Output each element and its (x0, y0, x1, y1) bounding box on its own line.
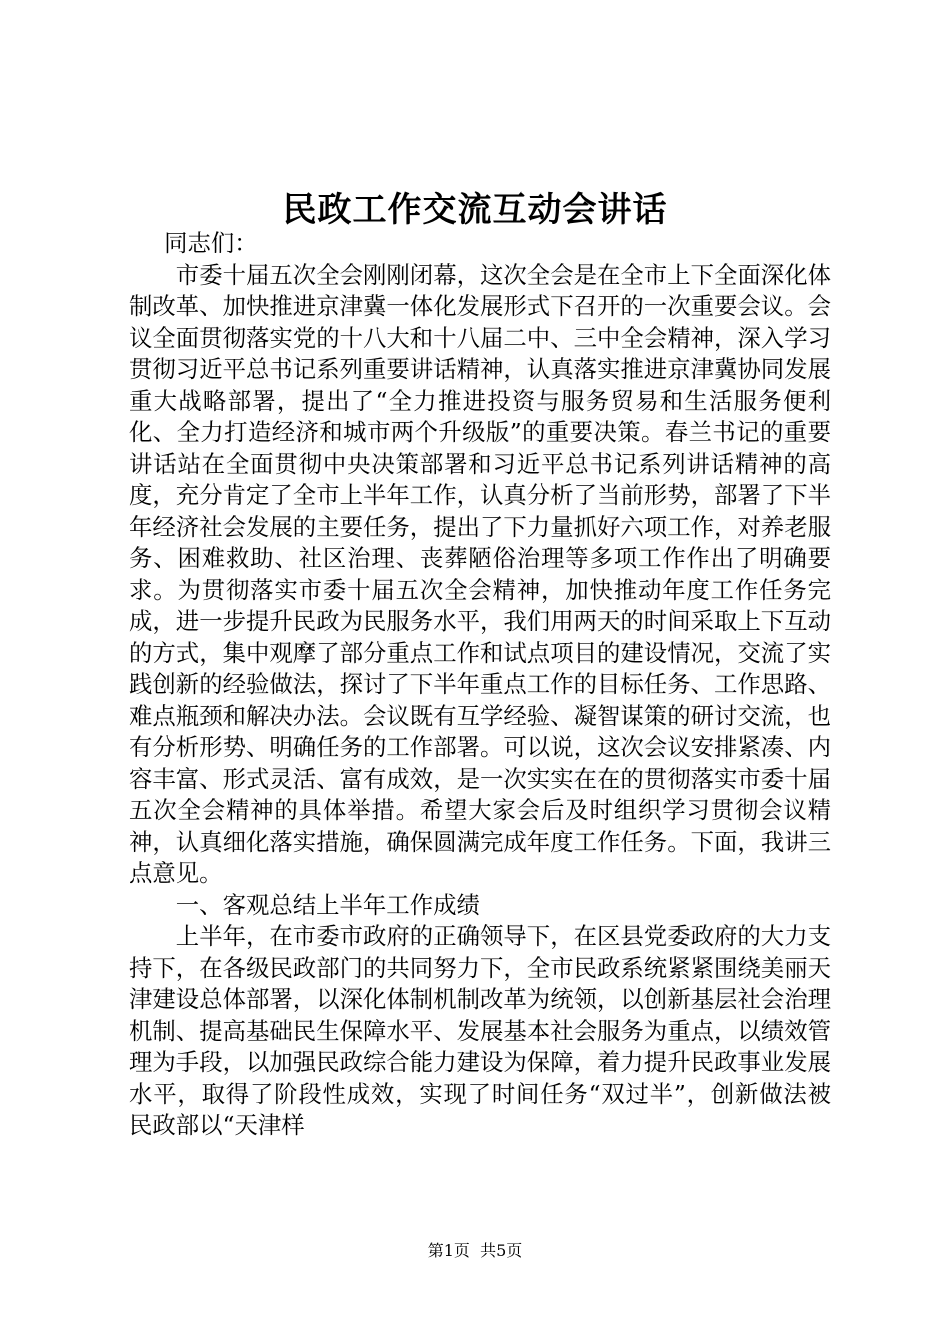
paragraph-section-1: 上半年，在市委市政府的正确领导下，在区县党委政府的大力支持下，在各级民政部门的共同努力下，全市民政系统紧紧围绕美丽天津建设总体部署，以深化体制机制改革为统领，以创新基层社会治理机制、提高基础民生保障水平、发展基本社会服务为重点，以绩效管理为手段，以加强民政综合能力建设为保障，着力提升民政事业发展水平，取得了阶段性成效，实现了时间任务“双过半”，创新做法被民政部以“天津样 (129, 922, 831, 1139)
document-title: 民政工作交流互动会讲话 (282, 190, 668, 230)
paragraph-intro: 市委十届五次全会刚刚闭幕，这次全会是在全市上下全面深化体制改革、加快推进京津冀一体化发展形式下召开的一次重要会议。会议全面贯彻落实党的十八大和十八届二中、三中全会精神，深入学习贯彻习近平总书记系列重要讲话精神，认真落实推进京津冀协同发展重大战略部署，提出了“全力推进投资与服务贸易和生活服务便利化、全力打造经济和城市两个升级版”的重要决策。春兰书记的重要讲话站在全面贯彻中央决策部署和习近平总书记系列讲话精神的高度，充分肯定了全市上半年工作，认真分析了当前形势，部署了下半年经济社会发展的主要任务，提出了下力量抓好六项工作，对养老服务、困难救助、社区治理、丧葬陋俗治理等多项工作作出了明确要求。为贯彻落实市委十届五次全会精神，加快推动年度工作任务完成，进一步提升民政为民服务水平，我们用两天的时间采取上下互动的方式，集中观摩了部分重点工作和试点项目的建设情况，交流了实践创新的经验做法，探讨了下半年重点工作的目标任务、工作思路、难点瓶颈和解决办法。会议既有互学经验、凝智谋策的研讨交流，也有分析形势、明确任务的工作部署。可以说，这次会议安排紧凑、内容丰富、形式灵活、富有成效，是一次实实在在的贯彻落实市委十届五次全会精神的具体举措。希望大家会后及时组织学习贯彻会议精神，认真细化落实措施，确保圆满完成年度工作任务。下面，我讲三点意见。 (129, 260, 831, 887)
page-number: 第1页 共5页 (427, 1241, 523, 1260)
salutation: 同志们： (164, 229, 258, 257)
document-body (129, 228, 831, 1142)
section-heading-1: 一、客观总结上半年工作成绩 (175, 890, 480, 919)
page-footer (0, 1240, 950, 1262)
